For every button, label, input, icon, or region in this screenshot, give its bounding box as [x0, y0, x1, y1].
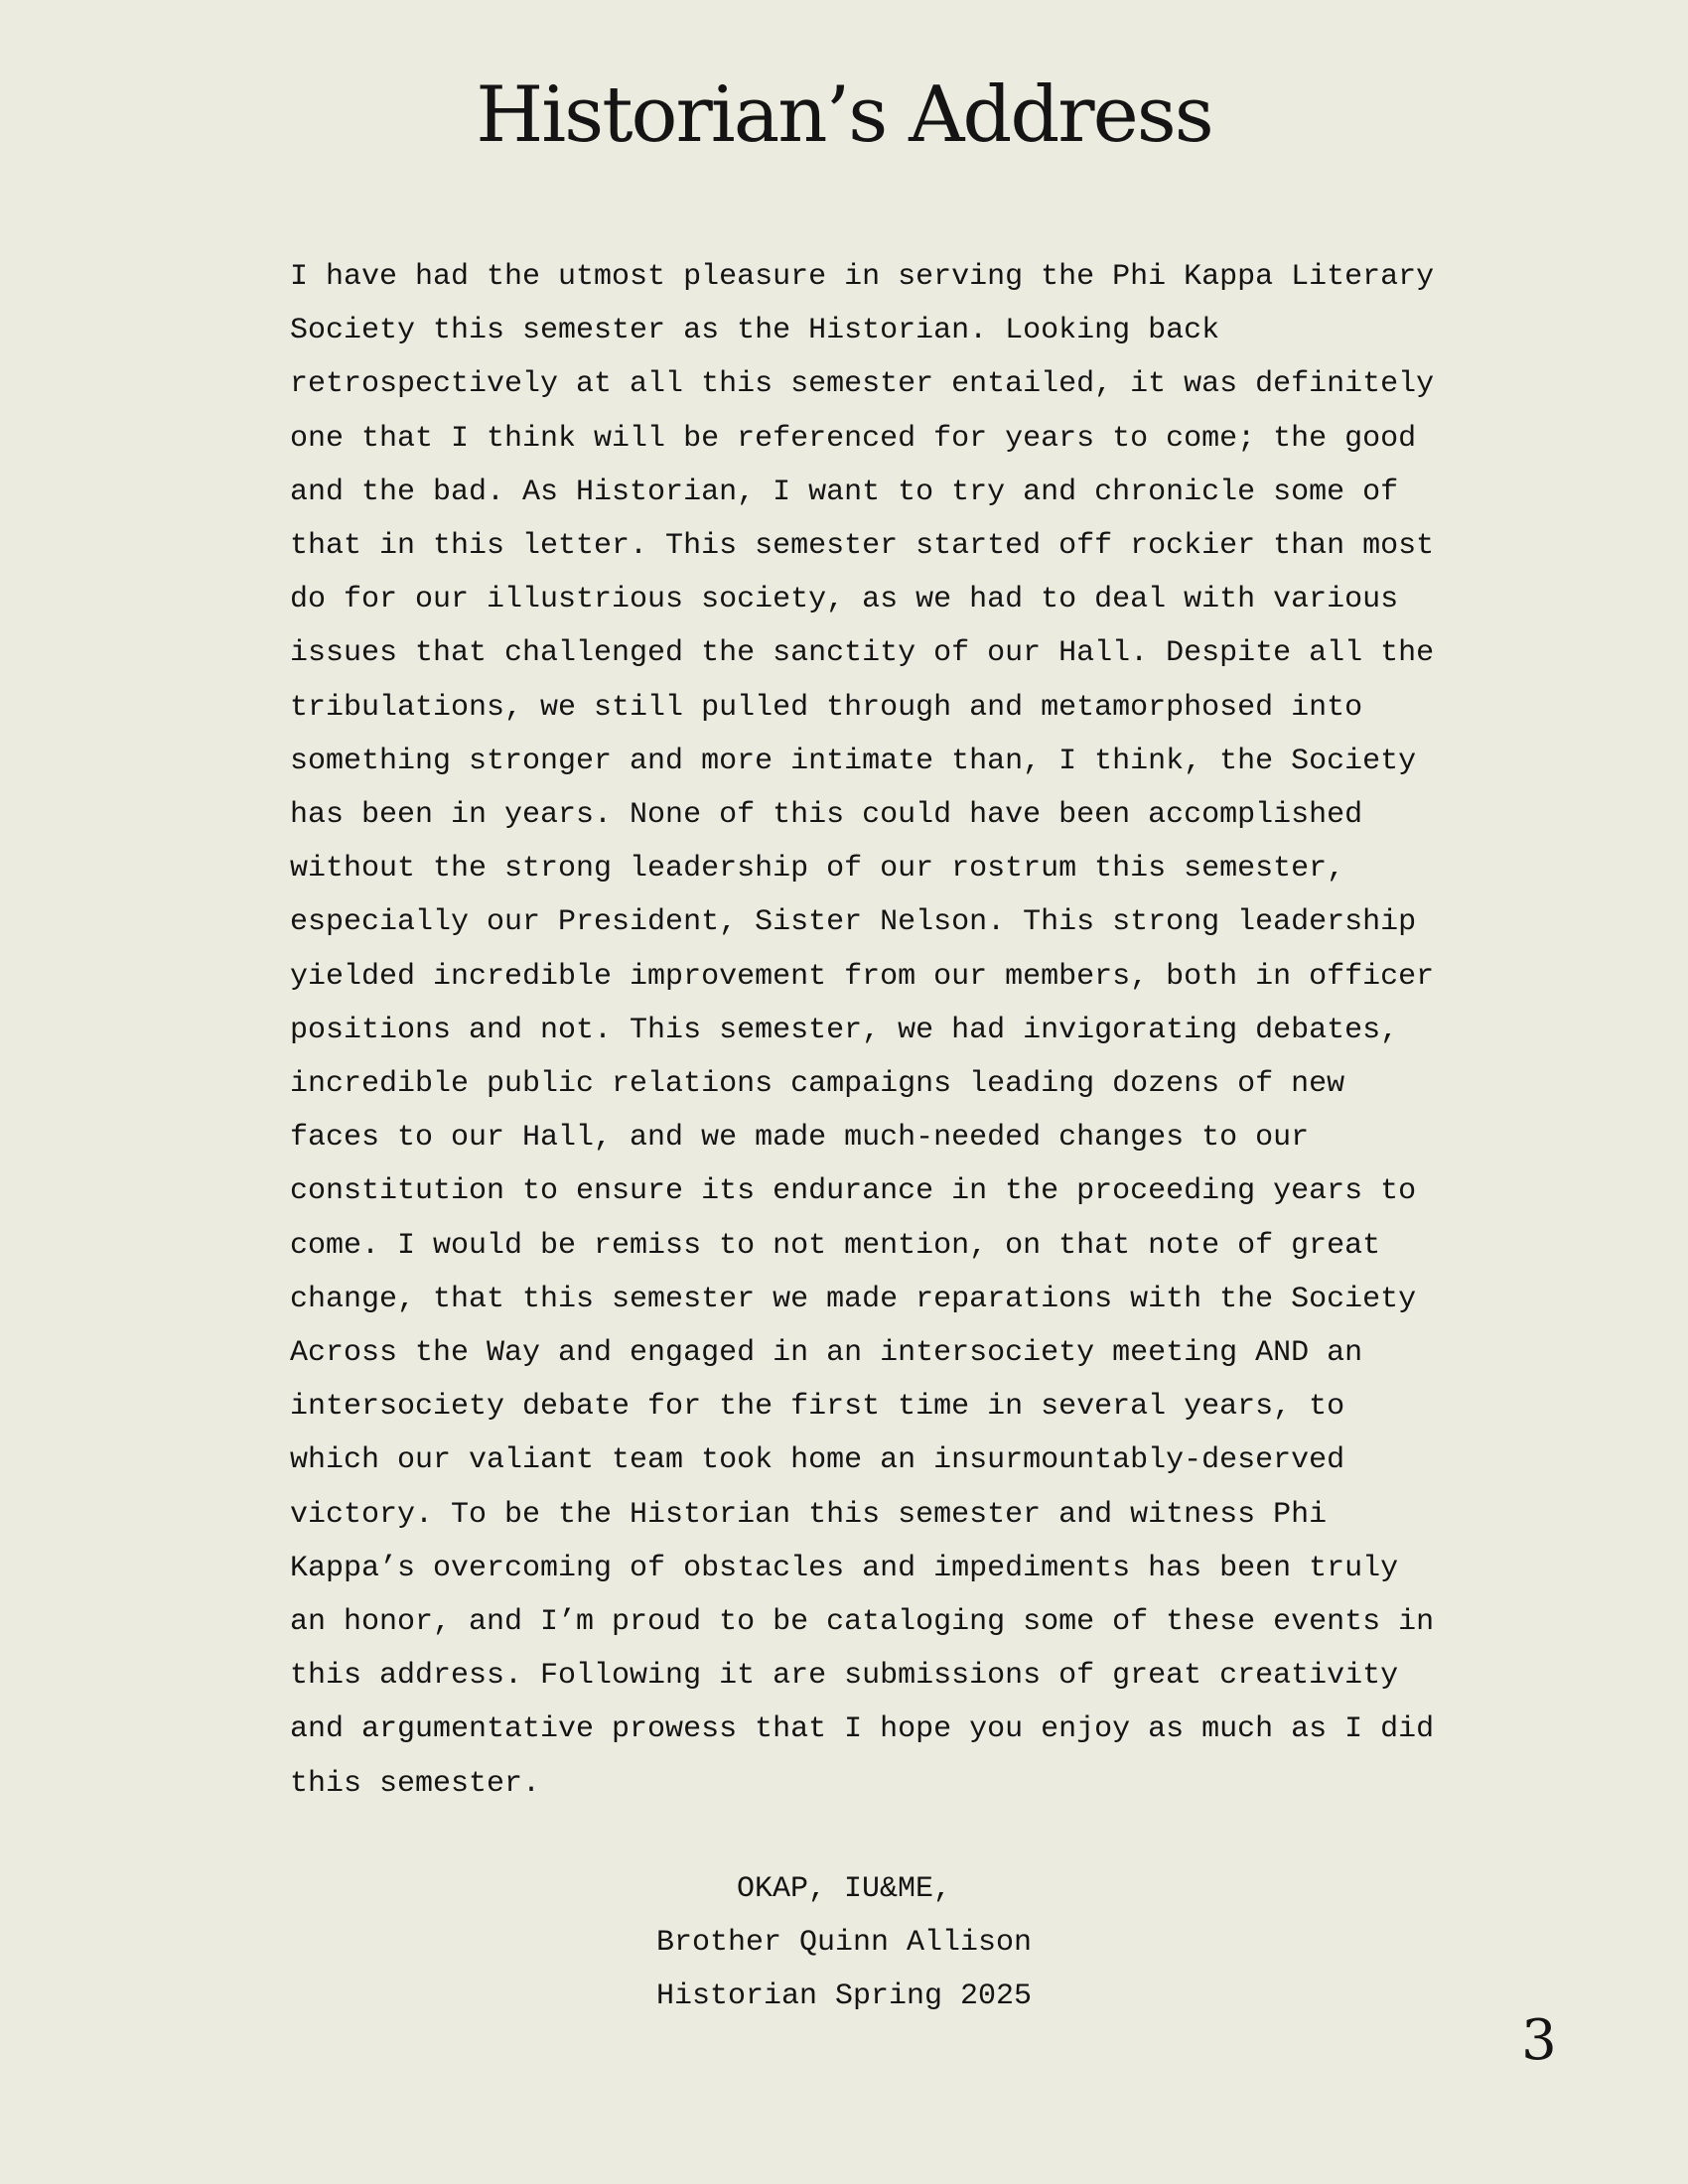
body-line: Society this semester as the Historian. Looking back: [290, 314, 1220, 348]
body-line: yielded incredible improvement from our members, both in officer: [290, 959, 1435, 994]
body-line: issues that challenged the sanctity of our Hall. Despite all the: [290, 636, 1435, 671]
signature-block: [0, 1862, 1688, 2024]
body-line: this semester.: [290, 1766, 541, 1801]
body-line: and argumentative prowess that I hope you enjoy as much as I did: [290, 1712, 1435, 1747]
body-line: something stronger and more intimate than, I think, the Society: [290, 744, 1417, 778]
address-body: [290, 250, 1435, 1811]
body-line: Kappa’s overcoming of obstacles and impediments has been truly: [290, 1551, 1399, 1585]
body-line: positions and not. This semester, we had invigorating debates,: [290, 1013, 1399, 1047]
body-line: retrospectively at all this semester entailed, it was definitely: [290, 367, 1435, 402]
body-line: one that I think will be referenced for years to come; the good: [290, 421, 1417, 456]
page-number: 3: [1521, 2008, 1557, 2073]
body-line: victory. To be the Historian this semester and witness Phi: [290, 1497, 1328, 1532]
body-line: do for our illustrious society, as we had to deal with various: [290, 583, 1399, 617]
signature-role: Historian Spring 2025: [655, 1979, 1033, 2014]
body-line: without the strong leadership of our rostrum this semester,: [290, 852, 1345, 887]
body-line: has been in years. None of this could have been accomplished: [290, 798, 1363, 833]
body-line: that in this letter. This semester started off rockier than most: [290, 529, 1435, 564]
body-line: which our valiant team took home an insurmountably-deserved: [290, 1443, 1345, 1478]
body-line: faces to our Hall, and we made much-needed changes to our: [290, 1121, 1310, 1156]
body-line: incredible public relations campaigns leading dozens of new: [290, 1067, 1345, 1102]
page-title: Historian’s Address: [476, 70, 1212, 160]
body-line: an honor, and I’m proud to be cataloging some of these events in: [290, 1605, 1435, 1640]
body-line: intersociety debate for the first time in several years, to: [290, 1390, 1345, 1425]
signature-name: Brother Quinn Allison: [655, 1926, 1033, 1961]
body-line: constitution to ensure its endurance in the proceeding years to: [290, 1174, 1417, 1209]
body-line: this address. Following it are submissions of great creativity: [290, 1659, 1399, 1694]
body-line: and the bad. As Historian, I want to try and chronicle some of: [290, 475, 1399, 509]
body-line: tribulations, we still pulled through and metamorphosed into: [290, 690, 1363, 725]
body-line: Across the Way and engaged in an intersociety meeting AND an: [290, 1336, 1363, 1371]
body-line: especially our President, Sister Nelson. This strong leadership: [290, 905, 1417, 940]
body-line: come. I would be remiss to not mention, on that note of great: [290, 1228, 1381, 1263]
signature-closing: OKAP, IU&ME,: [736, 1872, 952, 1906]
body-line: I have had the utmost pleasure in serving the Phi Kappa Literary: [290, 260, 1435, 294]
body-line: change, that this semester we made reparations with the Society: [290, 1282, 1417, 1316]
